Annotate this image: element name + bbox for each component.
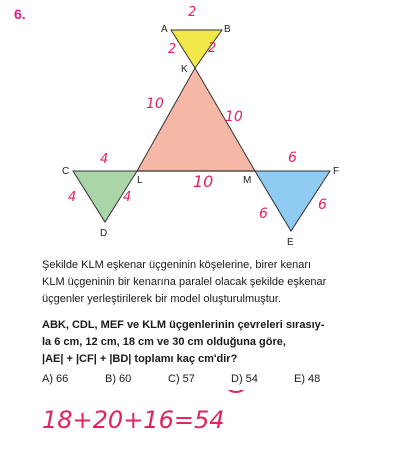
annotation-kl: 10 bbox=[146, 96, 164, 112]
annotation-cl: 4 bbox=[100, 152, 109, 167]
point-a-label: A bbox=[161, 24, 168, 35]
point-c-label: C bbox=[62, 166, 70, 177]
annotation-ab: 2 bbox=[188, 5, 197, 20]
choice-a[interactable]: A) 66 bbox=[42, 373, 69, 385]
problem-description bbox=[42, 257, 372, 308]
question-number: 6. bbox=[14, 6, 26, 22]
choice-c[interactable]: C) 57 bbox=[168, 373, 195, 385]
answer-circle-mark bbox=[225, 390, 247, 392]
point-d-label: D bbox=[100, 228, 108, 239]
annotation-ef: 6 bbox=[318, 197, 327, 213]
point-l-label: L bbox=[137, 175, 143, 186]
question-line: |AE| + |CF| + |BD| toplamı kaç cm'dir? bbox=[42, 353, 238, 365]
question-line: la 6 cm, 12 cm, 18 cm ve 30 cm olduğuna göre, bbox=[42, 336, 286, 348]
answer-choices bbox=[42, 373, 372, 391]
question-line: ABK, CDL, MEF ve KLM üçgenlerinin çevreleri sırasıy- bbox=[42, 319, 325, 331]
annotation-cd: 4 bbox=[68, 190, 77, 205]
point-m-label: M bbox=[243, 175, 252, 186]
handwritten-work bbox=[0, 390, 415, 450]
description-line: KLM üçgeninin bir kenarına paralel olacak şekilde eşkenar bbox=[42, 276, 327, 288]
annotation-km: 10 bbox=[225, 109, 243, 125]
choice-d[interactable]: D) 54 bbox=[231, 373, 258, 385]
point-k-label: K bbox=[181, 64, 188, 75]
annotation-me: 6 bbox=[259, 206, 268, 222]
annotation-bk: 2 bbox=[208, 41, 217, 56]
annotation-ak: 2 bbox=[168, 42, 177, 57]
annotation-lm: 10 bbox=[193, 172, 214, 191]
point-b-label: B bbox=[224, 24, 231, 35]
choice-b[interactable]: B) 60 bbox=[105, 373, 132, 385]
description-line: Şekilde KLM eşkenar üçgeninin köşelerine, birer kenarı bbox=[42, 259, 312, 271]
handwritten-equation: 18+20+16=54 bbox=[42, 406, 225, 434]
choice-e[interactable]: E) 48 bbox=[294, 373, 321, 385]
description-line: üçgenler yerleştirilerek bir model oluşturulmuştur. bbox=[42, 293, 282, 305]
annotation-mf: 6 bbox=[288, 150, 297, 166]
point-e-label: E bbox=[287, 237, 294, 248]
point-f-label: F bbox=[333, 166, 340, 177]
annotation-dl: 4 bbox=[123, 190, 132, 205]
problem-question bbox=[42, 317, 372, 368]
